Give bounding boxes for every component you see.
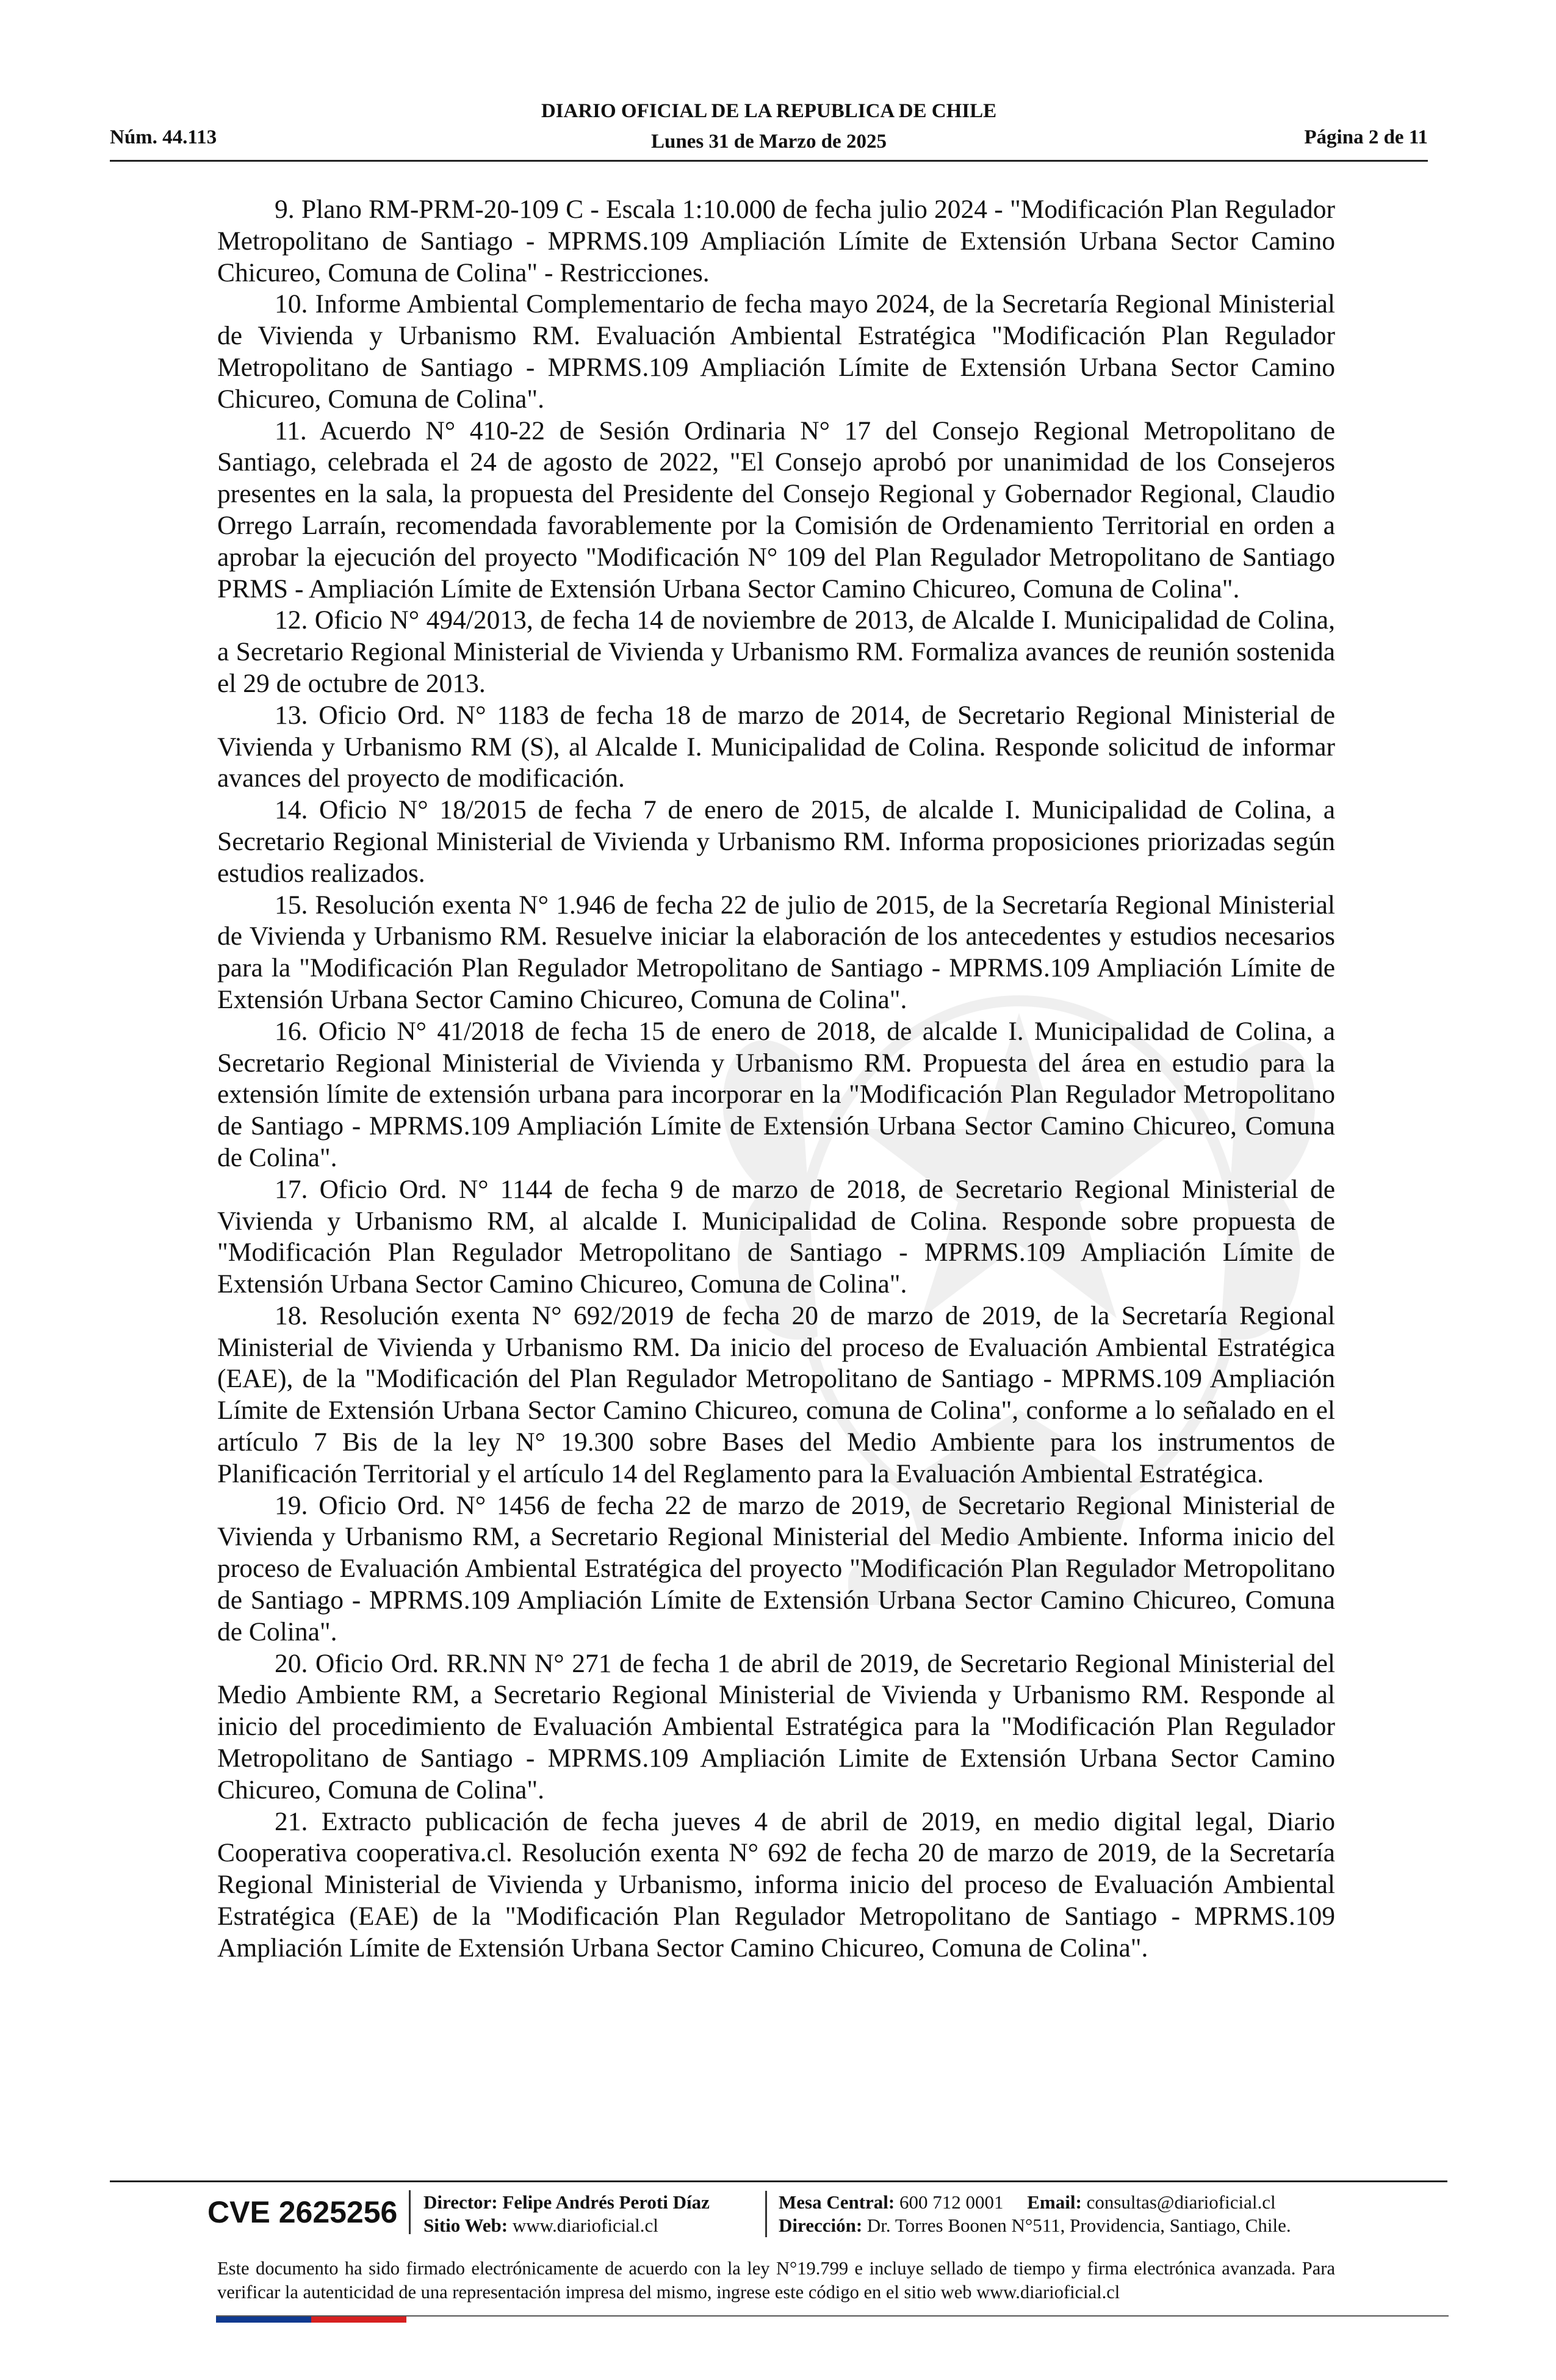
website-label: Sitio Web: [423, 2215, 508, 2236]
email-label: Email: [1027, 2191, 1082, 2213]
list-item: 16. Oficio N° 41/2018 de fecha 15 de enero de 2018, de alcalde I. Municipalidad de Colina, a Secretario Regional Ministerial de Vivienda y Urbanismo RM. Propuesta del área en estudio para la extensión límite de extensión urbana para incorporar en la "Modificación Plan Regulador Metropolitano de Santiago - MPRMS.109 Ampliación Límite de Extensión Urbana Sector Camino Chicureo, Comuna de Colina". [217, 1016, 1335, 1172]
document-body [217, 194, 1335, 1964]
header-center [110, 96, 1428, 157]
mesa-label: Mesa Central: [779, 2191, 895, 2213]
footer-divider [110, 2180, 1447, 2182]
website-link[interactable]: www.diarioficial.cl [512, 2215, 658, 2236]
cve-code: CVE 2625256 [207, 2190, 411, 2234]
footer-contact-block [779, 2191, 1389, 2237]
footer-director-block [423, 2191, 767, 2237]
newspaper-title: DIARIO OFICIAL DE LA REPUBLICA DE CHILE [541, 100, 997, 122]
email-link[interactable]: consultas@diarioficial.cl [1086, 2191, 1276, 2213]
list-item: 21. Extracto publicación de fecha jueves 4 de abril de 2019, en medio digital legal, Diario Cooperativa cooperativa.cl. Resolución exenta N° 692 de fecha 20 de marzo de 2019, de la Secretaría Regional Ministerial de Vivienda y Urbanismo, informa inicio del proceso de Evaluación Ambiental Estratégica (EAE) de la "Modificación Plan Regulador Metropolitano de Santiago - MPRMS.109 Ampliación Límite de Extensión Urbana Sector Camino Chicureo, Comuna de Colina". [217, 1806, 1335, 1963]
mesa-phone: 600 712 0001 [899, 2191, 1004, 2213]
director-label: Director: [423, 2191, 498, 2213]
issue-number: Núm. 44.113 [110, 126, 217, 148]
list-item: 9. Plano RM-PRM-20-109 C - Escala 1:10.000 de fecha julio 2024 - "Modificación Plan Regulador Metropolitano de Santiago - MPRMS.109 Ampliación Límite de Extensión Urbana Sector Camino Chicureo, Comuna de Colina" - Restricciones. [217, 195, 1335, 287]
list-item: 12. Oficio N° 494/2013, de fecha 14 de noviembre de 2013, de Alcalde I. Municipalidad de Colina, a Secretario Regional Ministerial de Vivienda y Urbanismo RM. Formaliza avances de reunión sostenida el 29 de octubre de 2013. [217, 605, 1335, 698]
list-item: 13. Oficio Ord. N° 1183 de fecha 18 de marzo de 2014, de Secretario Regional Ministerial de Vivienda y Urbanismo RM (S), al Alcalde I. Municipalidad de Colina. Responde solicitud de informar avances del proyecto de modificación. [217, 700, 1335, 793]
page-indicator: Página 2 de 11 [1304, 126, 1428, 148]
flag-color-bar [216, 2317, 406, 2323]
list-item: 11. Acuerdo N° 410-22 de Sesión Ordinaria N° 17 del Consejo Regional Metropolitano de Santiago, celebrada el 24 de agosto de 2022, "El Consejo aprobó por unanimidad de los Consejeros presentes en la sala, la propuesta del Presidente del Consejo Regional y Gobernador Regional, Claudio Orrego Larraín, recomendada favorablemente por la Comisión de Ordenamiento Territorial en orden a aprobar la ejecución del proyecto "Modificación N° 109 del Plan Regulador Metropolitano de Santiago PRMS - Ampliación Límite de Extensión Urbana Sector Camino Chicureo, Comuna de Colina". [217, 416, 1335, 604]
address-value: Dr. Torres Boonen N°511, Providencia, Santiago, Chile. [866, 2215, 1291, 2236]
list-item: 20. Oficio Ord. RR.NN N° 271 de fecha 1 de abril de 2019, de Secretario Regional Ministerial del Medio Ambiente RM, a Secretario Regional Ministerial de Vivienda y Urbanismo RM. Responde al inicio del procedimiento de Evaluación Ambiental Estratégica para la "Modificación Plan Regulador Metropolitano de Santiago - MPRMS.109 Ampliación Limite de Extensión Urbana Sector Camino Chicureo, Comuna de Colina". [217, 1648, 1335, 1805]
legal-notice: Este documento ha sido firmado electrónicamente de acuerdo con la ley N°19.799 e incluye sellado de tiempo y firma electrónica avanzada. Para verificar la autenticidad de una representación impresa del mismo, ingrese este código en el sitio web www.diarioficial.cl [217, 2258, 1335, 2302]
issue-date: Lunes 31 de Marzo de 2025 [651, 131, 887, 153]
list-item: 17. Oficio Ord. N° 1144 de fecha 9 de marzo de 2018, de Secretario Regional Ministerial de Vivienda y Urbanismo RM, al alcalde I. Municipalidad de Colina. Responde sobre propuesta de "Modificación Plan Regulador Metropolitano de Santiago - MPRMS.109 Ampliación Límite de Extensión Urbana Sector Camino Chicureo, Comuna de Colina". [217, 1174, 1335, 1299]
director-name: Felipe Andrés Peroti Díaz [502, 2191, 710, 2213]
list-item: 15. Resolución exenta N° 1.946 de fecha 22 de julio de 2015, de la Secretaría Regional Ministerial de Vivienda y Urbanismo RM. Resuelve iniciar la elaboración de los antecedentes y estudios necesarios para la "Modificación Plan Regulador Metropolitano de Santiago - MPRMS.109 Ampliación Límite de Extensión Urbana Sector Camino Chicureo, Comuna de Colina". [217, 890, 1335, 1014]
flag-blue-segment [216, 2317, 311, 2323]
list-item: 14. Oficio N° 18/2015 de fecha 7 de enero de 2015, de alcalde I. Municipalidad de Colina, a Secretario Regional Ministerial de Vivienda y Urbanismo RM. Informa proposiciones priorizadas según estudios realizados. [217, 795, 1335, 888]
list-item: 10. Informe Ambiental Complementario de fecha mayo 2024, de la Secretaría Regional Ministerial de Vivienda y Urbanismo RM. Evaluación Ambiental Estratégica "Modificación Plan Regulador Metropolitano de Santiago - MPRMS.109 Ampliación Límite de Extensión Urbana Sector Camino Chicureo, Comuna de Colina". [217, 289, 1335, 414]
list-item: 18. Resolución exenta N° 692/2019 de fecha 20 de marzo de 2019, de la Secretaría Regional Ministerial de Vivienda y Urbanismo RM. Da inicio del proceso de Evaluación Ambiental Estratégica (EAE), de la "Modificación del Plan Regulador Metropolitano de Santiago - MPRMS.109 Ampliación Límite de Extensión Urbana Sector Camino Chicureo, comuna de Colina", conforme a lo señalado en el artículo 7 Bis de la ley N° 19.300 sobre Bases del Medio Ambiente para los instrumentos de Planificación Territorial y el artículo 14 del Reglamento para la Evaluación Ambiental Estratégica. [217, 1300, 1335, 1488]
address-label: Dirección: [779, 2215, 863, 2236]
page-header [110, 93, 1428, 162]
list-item: 19. Oficio Ord. N° 1456 de fecha 22 de marzo de 2019, de Secretario Regional Ministerial de Vivienda y Urbanismo RM, a Secretario Regional Ministerial del Medio Ambiente. Informa inicio del proceso de Evaluación Ambiental Estratégica del proyecto "Modificación Plan Regulador Metropolitano de Santiago - MPRMS.109 Ampliación Límite de Extensión Urbana Sector Camino Chicureo, Comuna de Colina". [217, 1490, 1335, 1646]
flag-red-segment [311, 2317, 406, 2323]
